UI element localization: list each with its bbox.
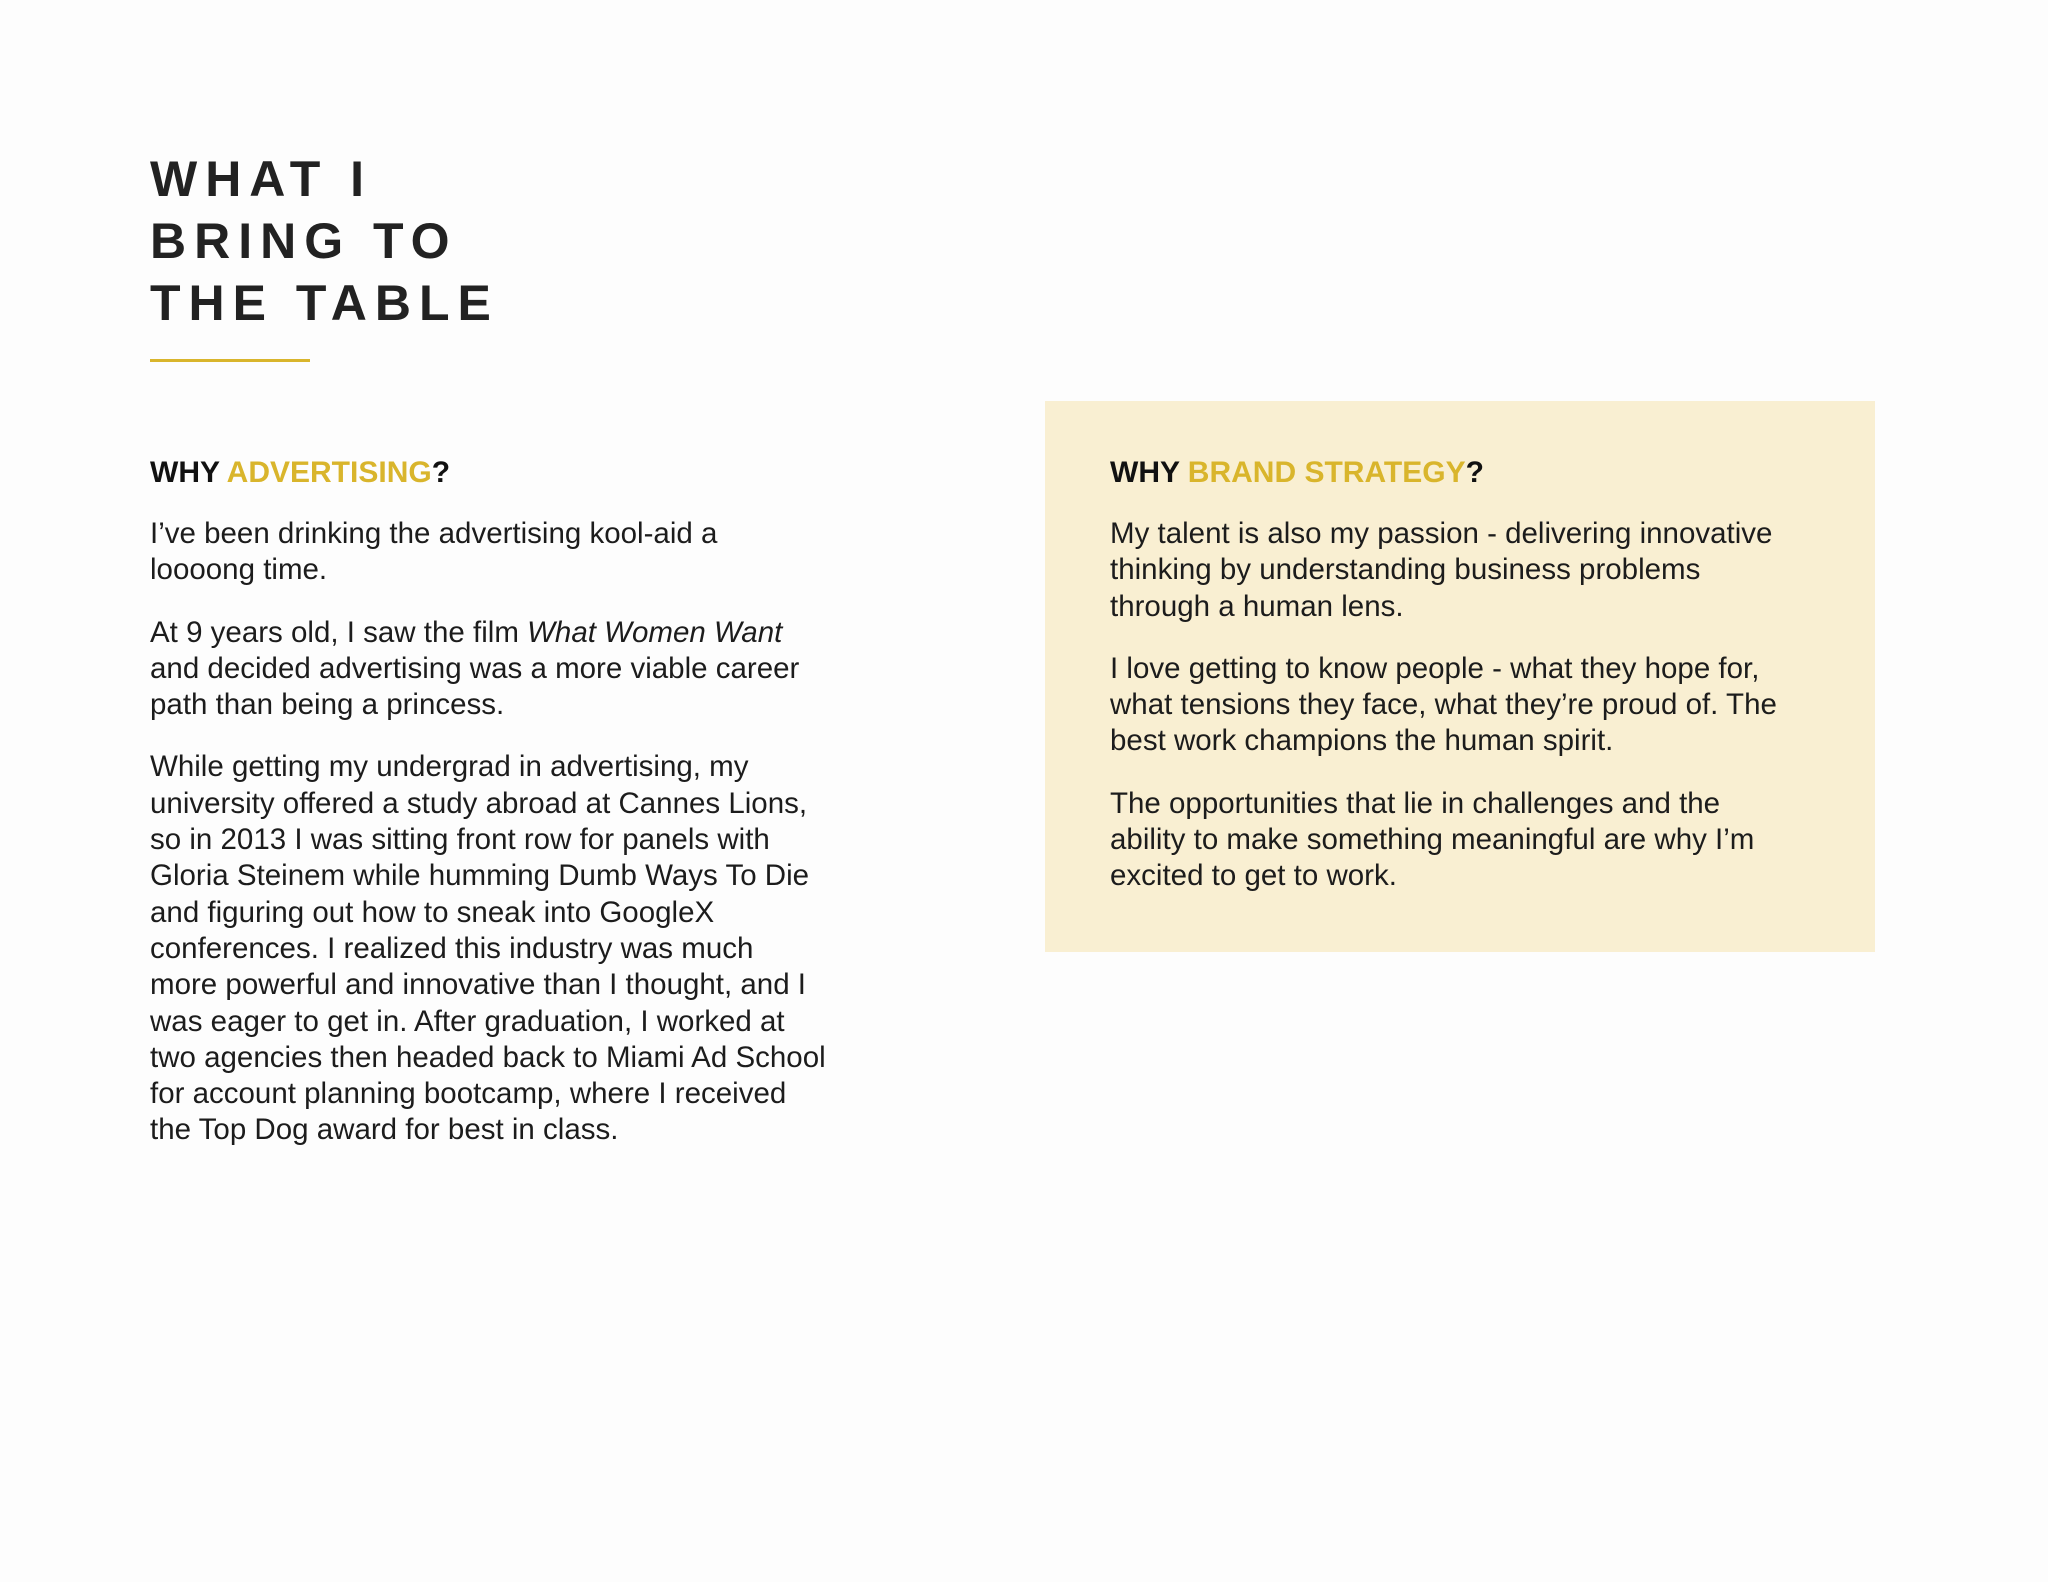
paragraph-line: The opportunities that lie in challenges and the [1110,786,1721,820]
paragraph-line: ability to make something meaningful are why I’m [1110,823,1755,857]
paragraph-line: While getting my undergrad in advertising, my [150,750,749,784]
paragraph-line [150,615,880,651]
paragraph-line: for account planning bootcamp, where I received [150,1077,787,1111]
paragraph-line: thinking by understanding business problems [1110,553,1701,587]
paragraph-line: excited to get to work. [1110,859,1397,893]
paragraph-line: My talent is also my passion - delivering innovative [1110,517,1773,550]
why-brand-strategy-section [1110,455,1830,921]
heading-accent-text: BRAND STRATEGY [1187,456,1466,489]
paragraph-line: and figuring out how to sneak into GoogleX [150,895,715,929]
paragraph-line: the Top Dog award for best in class. [150,1113,619,1147]
paragraph-line: so in 2013 I was sitting front row for panels with [150,823,770,857]
paragraph [150,749,880,1148]
why-brand-strategy-heading [1110,455,1830,491]
paragraph-line: more powerful and innovative than I thought, and I [150,968,806,1002]
why-advertising-heading [150,455,880,491]
paragraph-line: loooong time. [150,553,328,587]
paragraph-text: At 9 years old, I saw the film [150,615,528,649]
heading-prefix: WHY [1110,456,1188,489]
paragraph-line: two agencies then headed back to Miami Ad School [150,1040,826,1074]
paragraph-line: what tensions they face, what they’re proud of. The [1110,688,1777,722]
paragraph-line: conferences. I realized this industry was much [150,931,754,965]
title-line: THE TABLE [150,275,499,331]
paragraph [1110,651,1830,760]
page-title [150,148,499,334]
paragraph-line: and decided advertising was a more viable career [150,651,800,685]
paragraph-line: best work champions the human spirit. [1110,724,1614,758]
heading-suffix: ? [431,456,451,489]
title-underline-divider [150,359,310,362]
paragraph [1110,786,1830,895]
title-line: WHAT I [150,151,373,207]
paragraph-line: I’ve been drinking the advertising kool-aid a [150,517,718,550]
paragraph [150,516,880,589]
paragraph-line: Gloria Steinem while humming Dumb Ways To Die [150,859,810,893]
why-advertising-section [150,455,880,1175]
paragraph [150,615,880,724]
paragraph-line: university offered a study abroad at Cannes Lions, [150,786,808,820]
paragraph-line: was eager to get in. After graduation, I worked at [150,1004,785,1038]
film-title: What Women Want [527,615,783,649]
paragraph-line: path than being a princess. [150,688,505,722]
paragraph-line: I love getting to know people - what they hope for, [1110,651,1760,685]
paragraph [1110,516,1830,625]
heading-accent-text: ADVERTISING [226,456,432,489]
heading-suffix: ? [1465,456,1484,489]
heading-prefix: WHY [150,456,227,489]
title-line: BRING TO [150,213,458,269]
paragraph-line: through a human lens. [1110,589,1404,623]
